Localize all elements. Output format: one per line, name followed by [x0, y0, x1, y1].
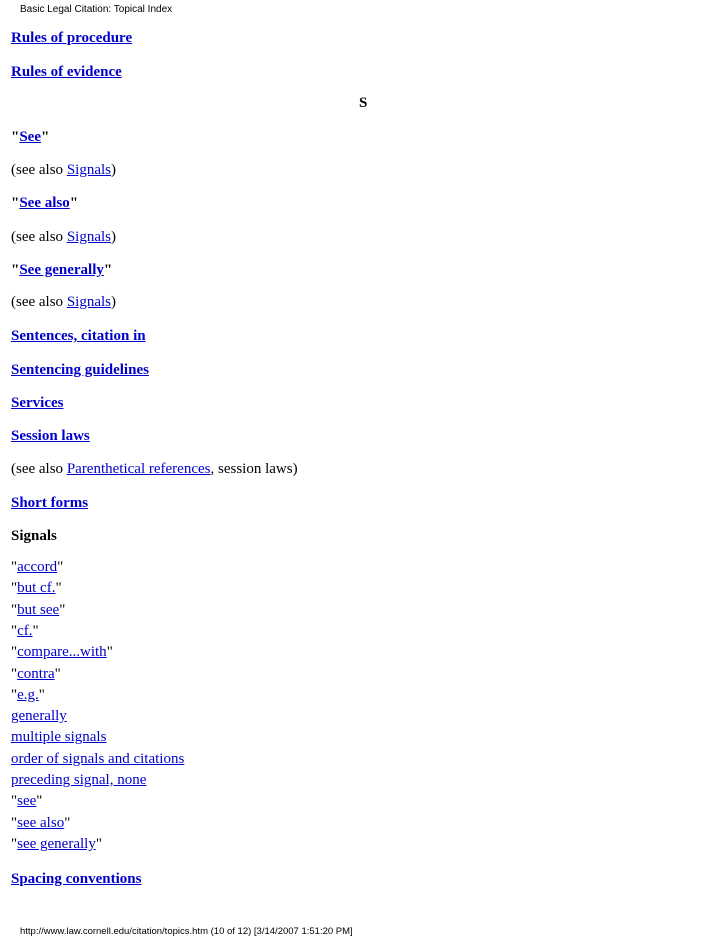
entry-rules-of-evidence [11, 63, 122, 81]
signal-link[interactable]: contra [17, 665, 55, 682]
list-item [11, 643, 113, 661]
link-rules-of-procedure[interactable]: Rules of procedure [11, 30, 133, 46]
link-rules-of-evidence[interactable]: Rules of evidence [11, 64, 122, 80]
quote-close: " [54, 665, 61, 682]
list-item [11, 707, 67, 725]
link-see-also[interactable]: See also [19, 195, 70, 211]
quote-open: " [11, 559, 18, 575]
note-suffix: ) [111, 162, 116, 178]
list-item [11, 835, 102, 853]
entry-sentencing [11, 361, 149, 379]
list-item [11, 686, 45, 704]
entry-rules-of-procedure [11, 29, 132, 47]
section-letter: S [359, 95, 368, 111]
quote-open: " [11, 835, 18, 852]
list-item [11, 771, 146, 789]
entry-short-forms [11, 494, 88, 512]
list-item [11, 792, 42, 810]
note-see-also [11, 228, 116, 246]
quote-close: " [36, 793, 43, 810]
quote-close: " [95, 835, 102, 852]
link-short-forms[interactable]: Short forms [11, 495, 89, 511]
link-see[interactable]: See [19, 129, 41, 145]
quote-open: " [11, 814, 18, 831]
note-session-laws [11, 460, 298, 478]
entry-see-also [11, 194, 78, 212]
page-footer: http://www.law.cornell.edu/citation/topics.htm (10 of 12) [3/14/2007 1:51:20 PM] [20, 926, 353, 937]
signal-link[interactable]: preceding signal, none [11, 772, 147, 788]
signal-link[interactable]: see generally [17, 835, 96, 852]
entry-session-laws [11, 427, 90, 445]
quote-close: " [32, 622, 39, 639]
list-item [11, 728, 106, 746]
signals-heading: Signals [11, 528, 57, 544]
signal-link[interactable]: but cf. [17, 580, 56, 597]
quote-open: " [11, 601, 18, 618]
list-item [11, 622, 39, 640]
list-item [11, 750, 184, 768]
quote-close: " [64, 814, 71, 831]
note-prefix: (see also [11, 229, 67, 245]
note-suffix: ) [111, 229, 116, 245]
signal-link[interactable]: multiple signals [11, 729, 107, 746]
link-parenthetical-references[interactable]: Parenthetical references [66, 461, 211, 477]
note-see [11, 161, 116, 179]
quote-open: " [11, 622, 18, 639]
quote-close: " [38, 686, 45, 703]
quote-close: " [103, 262, 113, 278]
quote-open: " [11, 665, 18, 682]
note-prefix: (see also [11, 294, 67, 310]
list-item [11, 579, 62, 597]
entry-services [11, 394, 63, 412]
link-session-laws[interactable]: Session laws [11, 428, 90, 444]
quote-open: " [11, 580, 18, 597]
quote-open: " [11, 686, 18, 703]
link-services[interactable]: Services [11, 395, 64, 411]
quote-open: " [11, 793, 18, 810]
note-see-generally [11, 293, 116, 311]
quote-close: " [55, 580, 62, 597]
quote-open: " [11, 195, 20, 211]
entry-see [11, 128, 49, 146]
link-signals[interactable]: Signals [66, 162, 111, 178]
entry-see-generally [11, 261, 112, 279]
link-spacing-conventions[interactable]: Spacing conventions [11, 871, 142, 887]
list-item [11, 814, 70, 832]
page-header: Basic Legal Citation: Topical Index [20, 4, 173, 15]
note-suffix: , session laws) [210, 461, 298, 477]
signal-link[interactable]: cf. [17, 622, 33, 639]
quote-close: " [41, 129, 50, 145]
link-see-generally[interactable]: See generally [19, 262, 104, 278]
signal-link[interactable]: see [17, 793, 37, 810]
note-prefix: (see also [11, 461, 67, 477]
quote-close: " [69, 195, 79, 211]
list-item [11, 558, 63, 576]
signal-link[interactable]: accord [17, 559, 58, 575]
link-sentences-citation-in[interactable]: Sentences, citation in [11, 328, 146, 344]
signal-link[interactable]: order of signals and citations [11, 750, 185, 767]
note-prefix: (see also [11, 162, 67, 178]
signal-link[interactable]: compare...with [17, 644, 107, 661]
signal-link[interactable]: see also [17, 814, 65, 831]
quote-close: " [57, 559, 64, 575]
list-item [11, 601, 65, 619]
signal-link[interactable]: but see [17, 601, 60, 618]
list-item [11, 665, 61, 683]
quote-close: " [59, 601, 66, 618]
note-suffix: ) [111, 294, 116, 310]
quote-close: " [106, 644, 113, 661]
quote-open: " [11, 644, 18, 661]
link-signals[interactable]: Signals [66, 294, 111, 310]
quote-open: " [11, 262, 20, 278]
signal-link[interactable]: generally [11, 708, 67, 725]
link-sentencing-guidelines[interactable]: Sentencing guidelines [11, 362, 149, 378]
entry-spacing-conventions [11, 870, 141, 888]
quote-open: " [11, 129, 20, 145]
signal-link[interactable]: e.g. [17, 686, 39, 703]
link-signals[interactable]: Signals [66, 229, 111, 245]
entry-sentences [11, 327, 146, 345]
